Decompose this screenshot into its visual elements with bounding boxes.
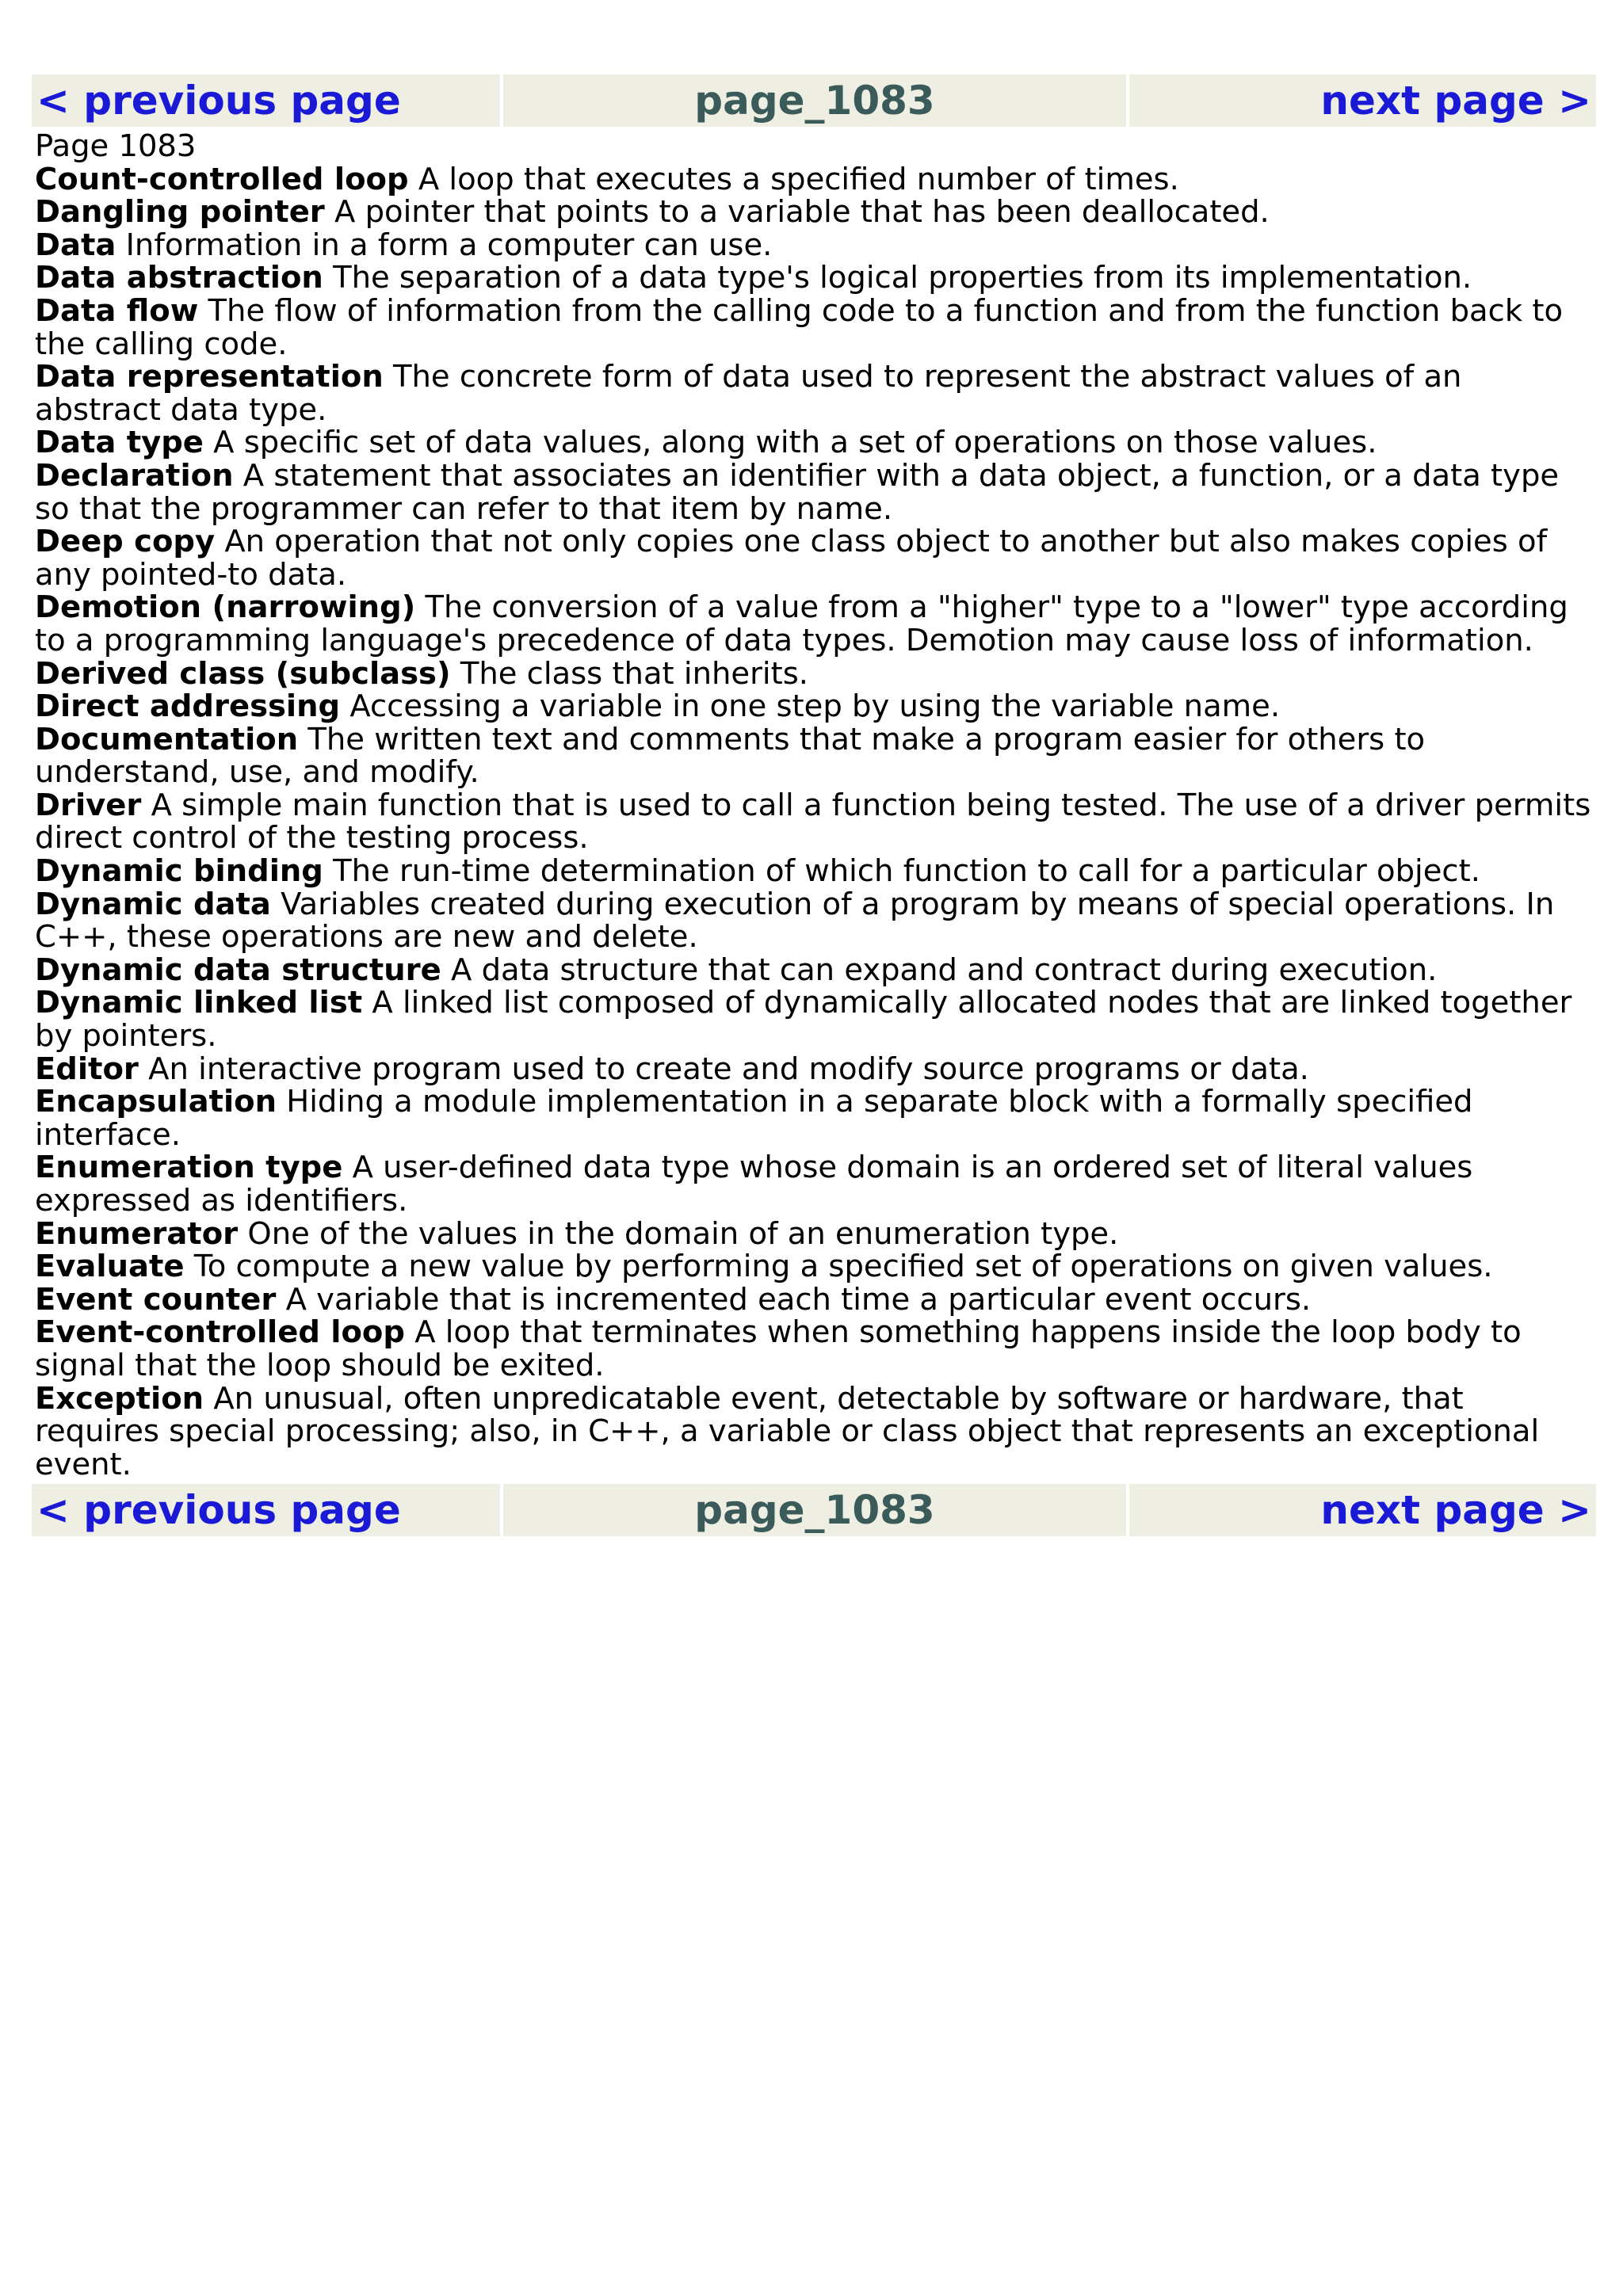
glossary-entry — [35, 855, 1596, 888]
glossary-term: Dangling pointer — [35, 194, 325, 231]
glossary-definition: To compute a new value by performing a specified set of operations on given values. — [193, 1249, 1493, 1285]
page-id-label: page_1083 — [503, 74, 1126, 127]
glossary-definition: An interactive program used to create and modify source programs or data. — [148, 1051, 1309, 1087]
glossary-entry — [35, 1380, 1596, 1482]
glossary-definition: Accessing a variable in one step by using the variable name. — [349, 688, 1281, 725]
glossary-entry — [35, 457, 1596, 527]
glossary-term: Dynamic linked list — [35, 985, 363, 1021]
glossary-definition: Information in a form a computer can use. — [125, 227, 773, 263]
glossary-term: Enumerator — [35, 1215, 239, 1252]
glossary-entry — [35, 1053, 1596, 1086]
glossary-entry — [35, 1250, 1596, 1283]
glossary-term: Data abstraction — [35, 260, 323, 296]
glossary-definition: The concrete form of data used to represent the abstract values of an abstract data type. — [35, 359, 1462, 428]
glossary-term: Encapsulation — [35, 1084, 277, 1120]
glossary-content — [32, 127, 1596, 1484]
glossary-definition: A pointer that points to a variable that has been deallocated. — [334, 194, 1270, 231]
glossary-definition: One of the values in the domain of an enumeration type. — [247, 1215, 1119, 1252]
glossary-entry — [35, 954, 1596, 987]
glossary-entry — [35, 1151, 1596, 1217]
glossary-term: Dynamic data structure — [35, 952, 441, 988]
glossary-term: Count-controlled loop — [35, 161, 409, 197]
glossary-entry — [35, 292, 1596, 362]
glossary-definition: The conversion of a value from a "higher" type to a "lower" type according to a programming language's precedence of data types. Demotion may cause loss of information. — [35, 589, 1568, 658]
glossary-entry — [35, 360, 1596, 426]
glossary-term: Enumeration type — [35, 1150, 343, 1186]
glossary-entry — [35, 1283, 1596, 1317]
glossary-term: Direct addressing — [35, 688, 341, 725]
glossary-term: Event counter — [35, 1281, 277, 1318]
glossary-entry — [35, 163, 1596, 196]
glossary-term: Evaluate — [35, 1249, 185, 1285]
glossary-entry — [35, 1215, 1596, 1252]
glossary-term: Data type — [35, 425, 204, 461]
glossary-definition: A data structure that can expand and contract during execution. — [451, 952, 1438, 988]
glossary-term: Dynamic data — [35, 886, 271, 922]
glossary-term: Data — [35, 227, 116, 263]
glossary-definition: The written text and comments that make a program easier for others to understand, use, and modify. — [35, 721, 1426, 791]
glossary-definition: An operation that not only copies one class object to another but also makes copies of any pointed-to data. — [35, 524, 1548, 593]
glossary-definition: The flow of information from the calling code to a function and from the function back to the calling code. — [35, 292, 1564, 362]
top-navigation-bar — [32, 74, 1596, 127]
bottom-navigation-bar — [32, 1484, 1596, 1536]
glossary-term: Declaration — [35, 457, 234, 494]
glossary-definition: A loop that terminates when something happens inside the loop body to signal that the loop should be exited. — [35, 1314, 1522, 1383]
glossary-entry — [35, 426, 1596, 460]
glossary-definition: The separation of a data type's logical properties from its implementation. — [333, 260, 1472, 296]
glossary-definition: Variables created during execution of a program by means of special operations. In C++, these operations are new and delete. — [35, 886, 1555, 955]
glossary-entry — [35, 1316, 1596, 1382]
glossary-definition: A specific set of data values, along with a set of operations on those values. — [213, 425, 1377, 461]
glossary-definition: The run-time determination of which function to call for a particular object. — [333, 853, 1480, 890]
glossary-entry — [35, 789, 1596, 855]
glossary-definition: An unusual, often unpredicatable event, detectable by software or hardware, that requires special processing; also, in C++, a variable or class object that represents an exceptional event. — [35, 1380, 1540, 1482]
document-page — [32, 74, 1596, 1536]
previous-page-link[interactable]: < previous page — [32, 74, 500, 127]
glossary-entry — [35, 261, 1596, 295]
glossary-entry — [35, 655, 1596, 692]
glossary-entry — [35, 229, 1596, 262]
glossary-term: Editor — [35, 1051, 139, 1087]
glossary-entries — [35, 163, 1596, 1482]
previous-page-link[interactable]: < previous page — [32, 1484, 500, 1536]
glossary-term: Documentation — [35, 721, 299, 757]
glossary-entry — [35, 196, 1596, 229]
glossary-term: Event-controlled loop — [35, 1314, 405, 1351]
glossary-definition: A statement that associates an identifier with a data object, a function, or a data type so that the programmer can refer to that item by name. — [35, 457, 1560, 527]
glossary-entry — [35, 591, 1596, 657]
glossary-definition: Hiding a module implementation in a separate block with a formally specified interface. — [35, 1084, 1473, 1153]
next-page-link[interactable]: next page > — [1129, 1484, 1596, 1536]
glossary-definition: A linked list composed of dynamically allocated nodes that are linked together by pointers. — [35, 985, 1572, 1055]
glossary-term: Dynamic binding — [35, 853, 323, 890]
page-number-label: Page 1083 — [35, 128, 197, 164]
glossary-definition: The class that inherits. — [460, 655, 808, 692]
glossary-entry — [35, 1085, 1596, 1151]
glossary-definition: A loop that executes a specified number of times. — [418, 161, 1179, 197]
next-page-link[interactable]: next page > — [1129, 74, 1596, 127]
page-id-label: page_1083 — [503, 1484, 1126, 1536]
glossary-definition: A user-defined data type whose domain is an ordered set of literal values expressed as identifiers. — [35, 1150, 1473, 1219]
glossary-entry — [35, 723, 1596, 789]
glossary-entry — [35, 690, 1596, 723]
glossary-term: Driver — [35, 787, 142, 823]
glossary-term: Deep copy — [35, 524, 216, 560]
glossary-entry — [35, 985, 1596, 1055]
glossary-term: Demotion (narrowing) — [35, 589, 416, 626]
glossary-term: Data representation — [35, 359, 384, 395]
glossary-term: Data flow — [35, 292, 199, 329]
glossary-term: Derived class (subclass) — [35, 655, 451, 692]
glossary-entry — [35, 888, 1596, 954]
glossary-term: Exception — [35, 1380, 204, 1417]
glossary-definition: A variable that is incremented each time a particular event occurs. — [285, 1281, 1312, 1318]
glossary-entry — [35, 525, 1596, 591]
glossary-definition: A simple main function that is used to call a function being tested. The use of a driver permits direct control of the testing process. — [35, 787, 1591, 856]
